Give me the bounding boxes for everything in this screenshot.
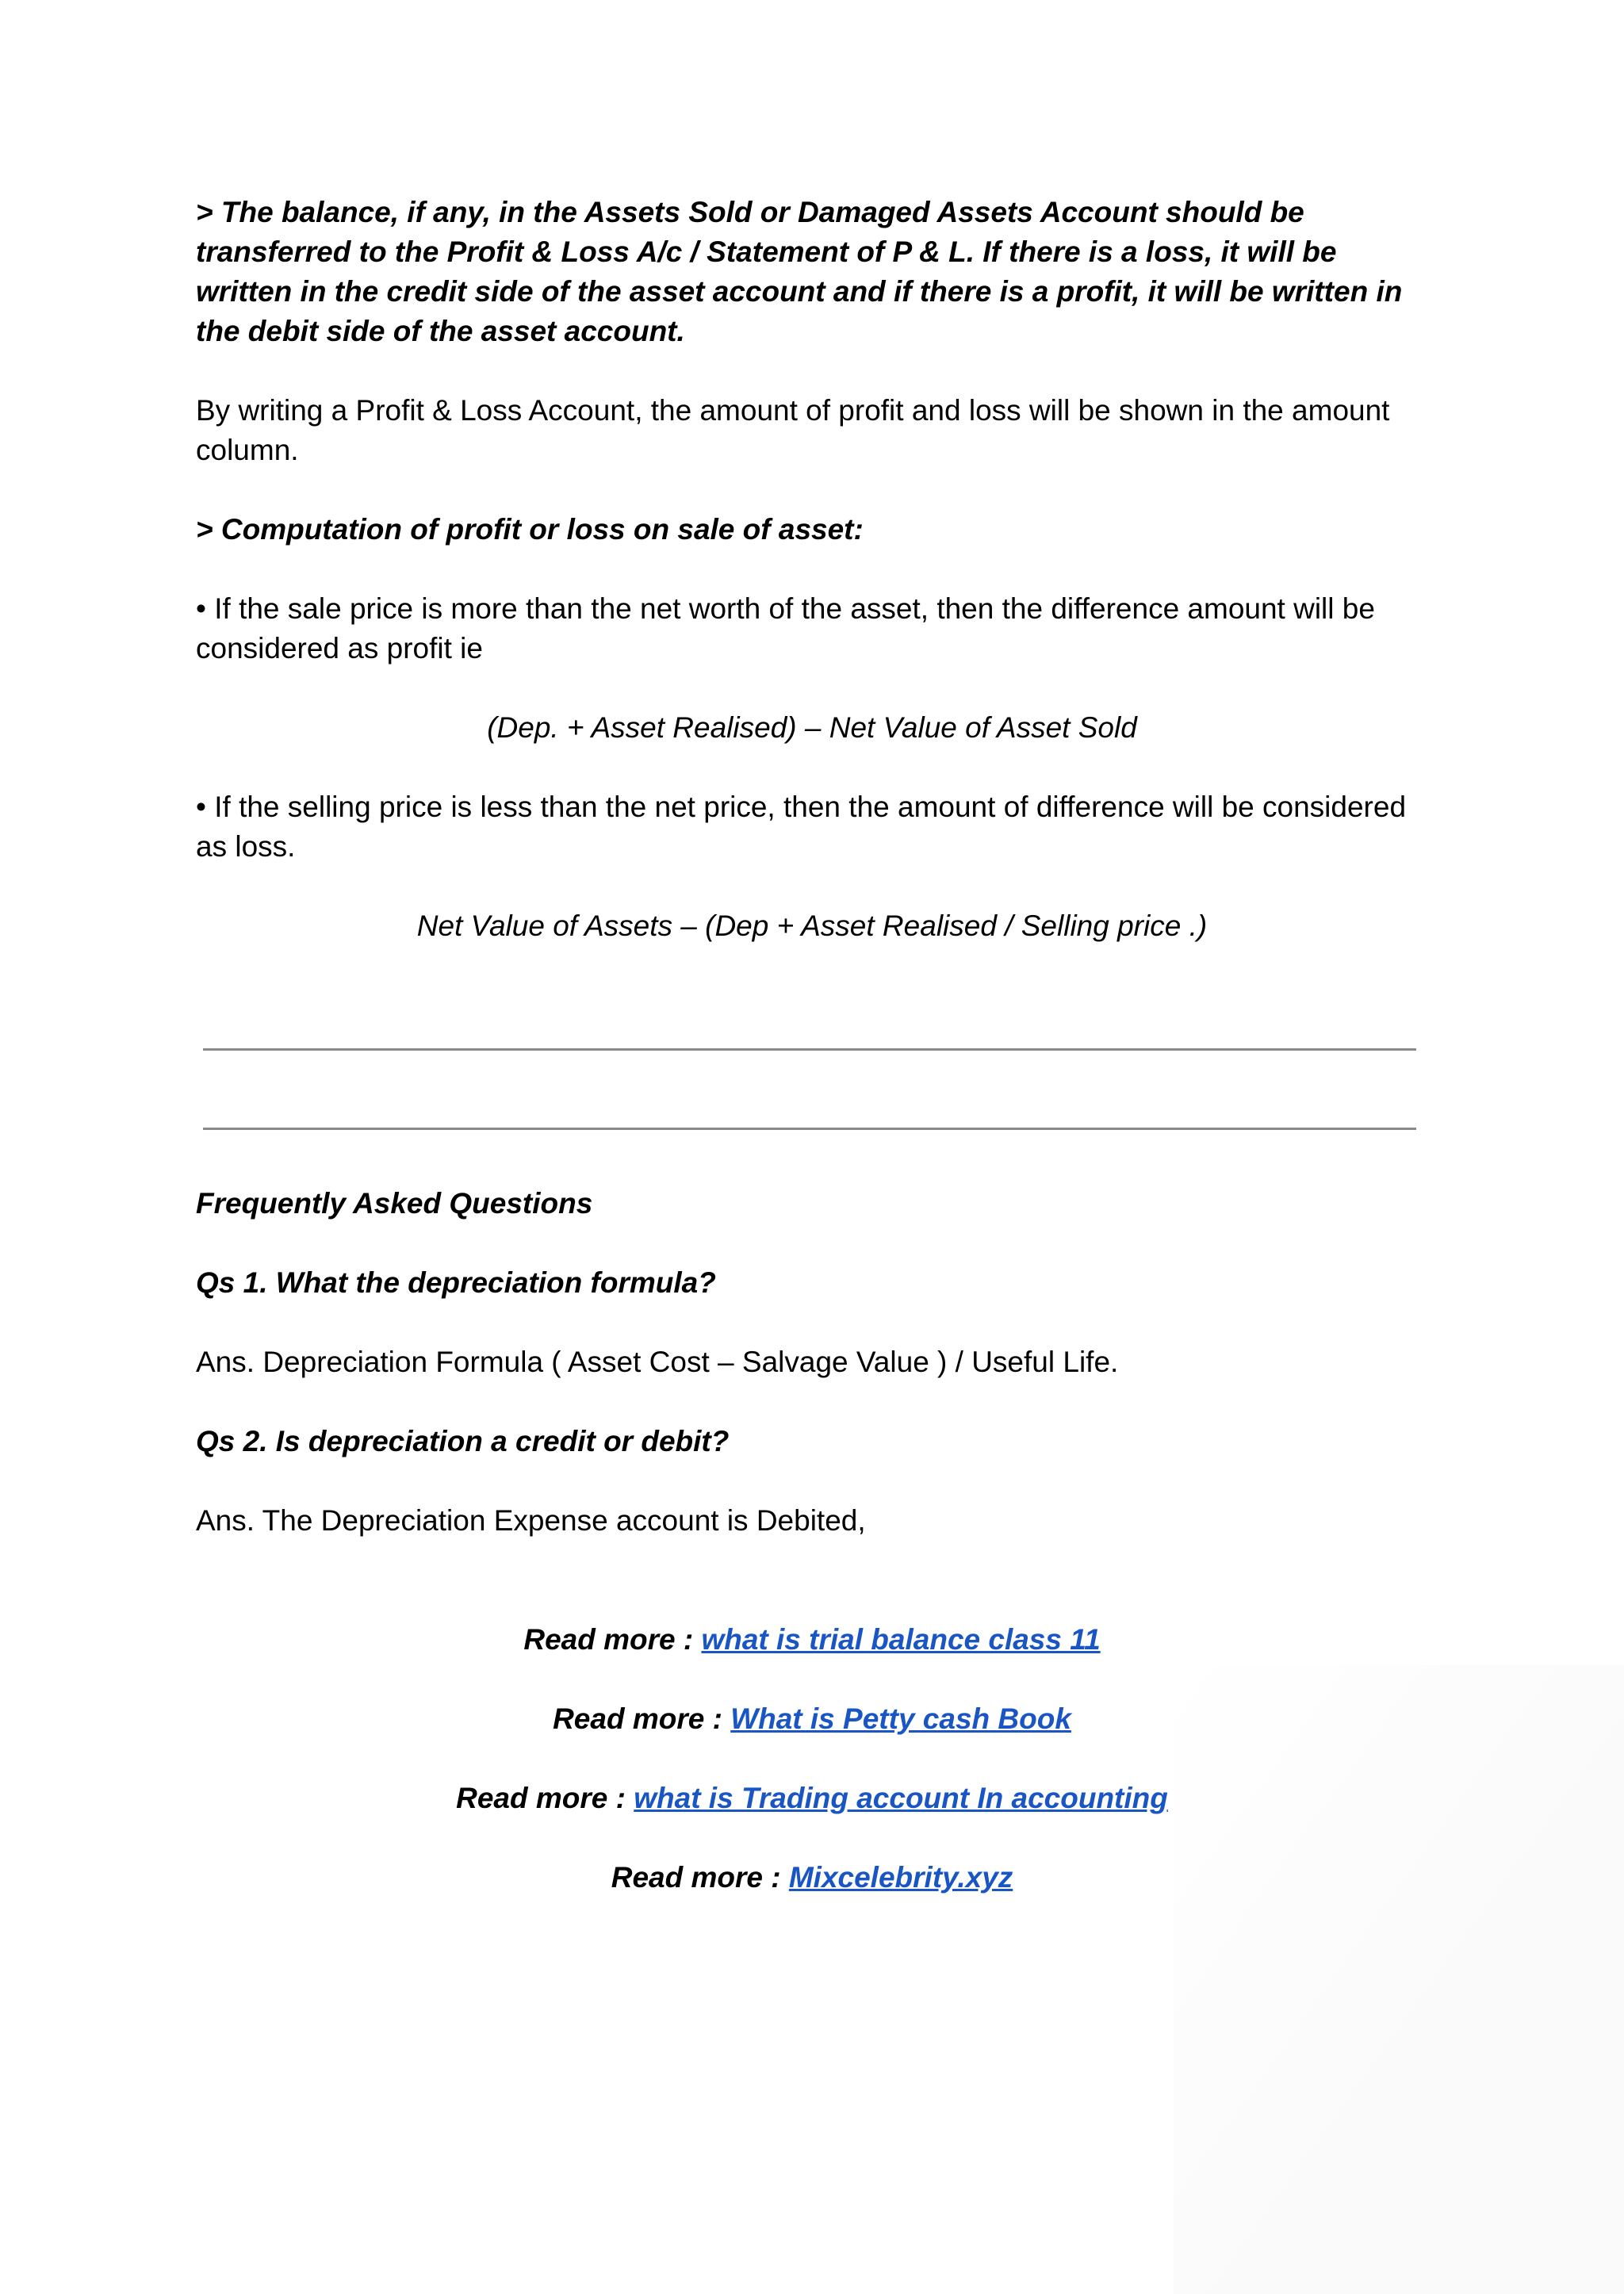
faq-answer-2: Ans. The Depreciation Expense account is Debited, bbox=[196, 1504, 866, 1537]
read-more-line bbox=[0, 1858, 1624, 1898]
horizontal-divider bbox=[203, 1128, 1416, 1130]
formula-profit: (Dep. + Asset Realised) – Net Value of Asset Sold bbox=[487, 711, 1137, 744]
read-more-label: Read more : bbox=[456, 1782, 634, 1814]
faq-question-2: Qs 2. Is depreciation a credit or debit? bbox=[196, 1425, 730, 1457]
bullet-loss: • If the selling price is less than the net price, then the amount of difference will be considered as loss. bbox=[196, 791, 1407, 863]
read-more-label: Read more : bbox=[523, 1623, 702, 1656]
pl-note: By writing a Profit & Loss Account, the amount of profit and loss will be shown in the amount column. bbox=[196, 394, 1390, 466]
read-more-link-mixcelebrity[interactable]: Mixcelebrity.xyz bbox=[788, 1861, 1013, 1894]
balance-note: > The balance, if any, in the Assets Sold or Damaged Assets Account should be transferred to the Profit & Loss A/c / Statement of P & L. If there is a loss, it will be written in the credit side of the asset account and if there is a profit, it will be written in the debit side of the asset account. bbox=[196, 196, 1403, 347]
faq-heading: Frequently Asked Questions bbox=[196, 1187, 593, 1220]
read-more-label: Read more : bbox=[611, 1861, 789, 1894]
read-more-label: Read more : bbox=[553, 1702, 731, 1735]
read-more-line bbox=[0, 1620, 1624, 1660]
horizontal-divider bbox=[203, 1048, 1416, 1051]
computation-heading: > Computation of profit or loss on sale of asset: bbox=[196, 513, 864, 546]
page-shadow bbox=[1174, 1665, 1624, 2294]
read-more-link-trading-account[interactable]: what is Trading account In accounting bbox=[634, 1782, 1168, 1814]
formula-loss: Net Value of Assets – (Dep + Asset Realised / Selling price .) bbox=[416, 910, 1208, 942]
read-more-link-trial-balance[interactable]: what is trial balance class 11 bbox=[701, 1623, 1101, 1656]
faq-answer-1: Ans. Depreciation Formula ( Asset Cost – Salvage Value ) / Useful Life. bbox=[196, 1346, 1119, 1378]
read-more-line bbox=[0, 1699, 1624, 1739]
faq-question-1: Qs 1. What the depreciation formula? bbox=[196, 1266, 716, 1299]
read-more-line bbox=[0, 1779, 1624, 1818]
read-more-link-petty-cash[interactable]: What is Petty cash Book bbox=[730, 1702, 1071, 1735]
bullet-profit: • If the sale price is more than the net worth of the asset, then the difference amount will be considered as profit ie bbox=[196, 592, 1375, 664]
